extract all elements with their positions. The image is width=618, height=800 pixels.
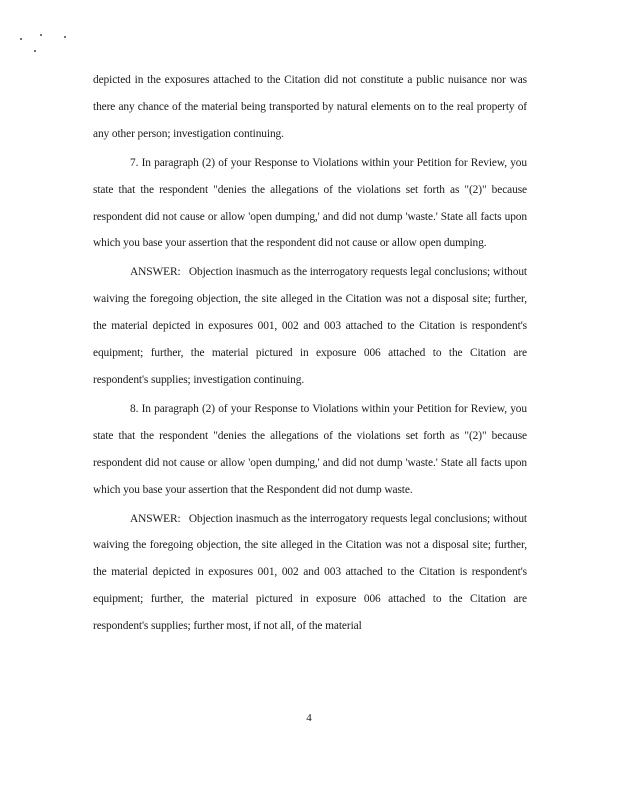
document-body	[93, 67, 527, 642]
answer-8	[93, 506, 527, 641]
answer-label: ANSWER:	[130, 512, 181, 525]
continued-paragraph: depicted in the exposures attached to the Citation did not constitute a public nuisance nor was there any chance of the material being transported by natural elements on to the real property of any other person; investigation continuing.	[93, 74, 527, 140]
interrogatory-7: 7. In paragraph (2) of your Response to Violations within your Petition for Review, you state that the respondent "denies the allegations of the violations set forth as "(2)" because respondent did not cause or allow 'open dumping,' and did not dump 'waste.' State all facts upon which you base your assertion that the respondent did not cause or allow open dumping.	[93, 156, 527, 250]
answer-label: ANSWER:	[130, 266, 181, 279]
answer-7	[93, 259, 527, 394]
scan-specks	[18, 34, 78, 54]
interrogatory-8: 8. In paragraph (2) of your Response to Violations within your Petition for Review, you state that the respondent "denies the allegations of the violations set forth as "(2)" because respondent did not cause or allow 'open dumping,' and did not dump 'waste.' State all facts upon which you base your assertion that the Respondent did not dump waste.	[93, 402, 527, 496]
answer-text: Objection inasmuch as the interrogatory requests legal conclusions; without waiving the foregoing objection, the site alleged in the Citation was not a disposal site; further, the material depicted in exposures 001, 002 and 003 attached to the Citation is respondent's equipment; further, the material pictured in exposure 006 attached to the Citation are respondent's supplies; further most, if not all, of the material	[93, 512, 527, 633]
page-number: 4	[306, 712, 312, 724]
answer-text: Objection inasmuch as the interrogatory requests legal conclusions; without waiving the foregoing objection, the site alleged in the Citation was not a disposal site; further, the material depicted in exposures 001, 002 and 003 attached to the Citation is respondent's equipment; further, the material pictured in exposure 006 attached to the Citation are respondent's supplies; investigation continuing.	[93, 266, 527, 386]
